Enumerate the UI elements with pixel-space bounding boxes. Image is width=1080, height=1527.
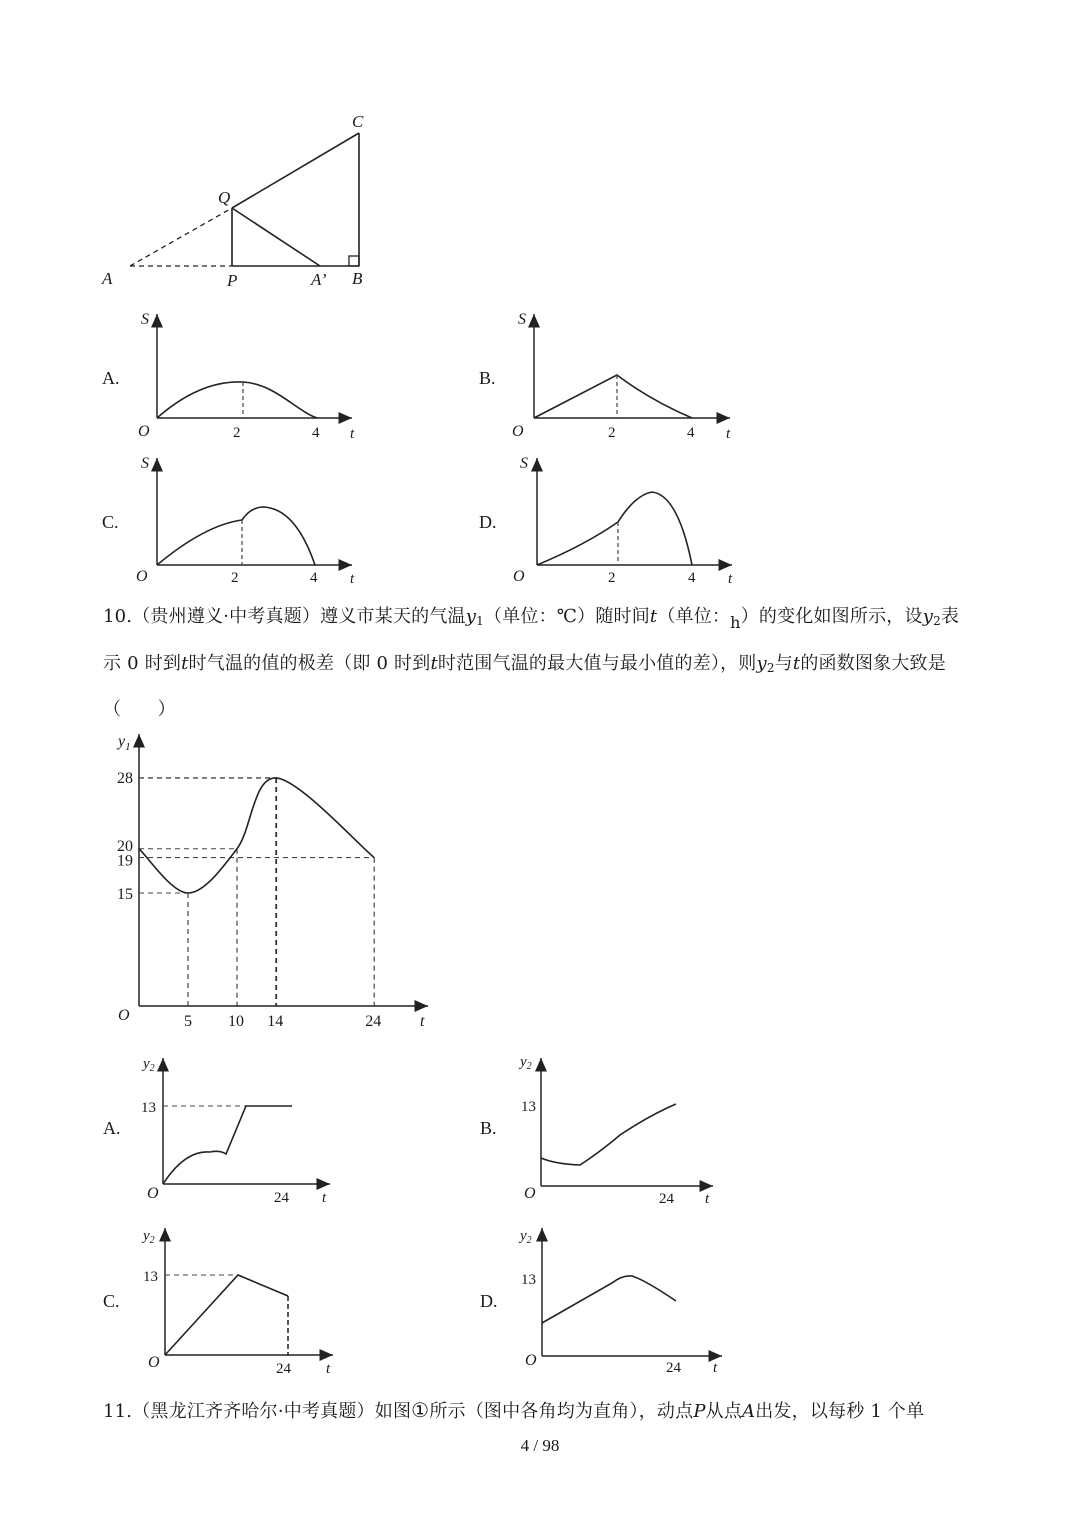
x-tick: 24 — [276, 1361, 291, 1377]
x-tick: 10 — [228, 1013, 244, 1030]
x-tick: 2 — [231, 570, 239, 586]
q9-option-d[interactable] — [479, 455, 733, 587]
y-axis-label: S — [141, 455, 149, 472]
x-axis-label: t — [420, 1013, 425, 1030]
origin-label: O — [512, 423, 524, 440]
q9-option-b[interactable] — [479, 311, 731, 442]
y-axis-label: S — [518, 311, 526, 328]
y-axis-label: $y_2$ — [143, 1228, 155, 1246]
origin-label: O — [138, 423, 150, 440]
x-axis-label: t — [728, 571, 733, 587]
x-axis-label: t — [322, 1190, 327, 1206]
x-axis-label: t — [350, 426, 355, 442]
option-letter: A. — [103, 1118, 121, 1138]
q10-line-2: 示 0 时到t时气温的值的极差（即 0 时到t时范围气温的最大值与最小值的差），则$y_2$与t的函数图象大致是 — [103, 653, 946, 675]
triangle-figure — [0, 0, 1080, 300]
origin-label: O — [524, 1185, 536, 1202]
series-line-y1 — [139, 778, 374, 893]
page-number: 4 / 98 — [520, 1436, 560, 1455]
label-p: P — [227, 271, 238, 290]
option-letter: B. — [480, 1118, 497, 1138]
x-axis-label: t — [726, 426, 731, 442]
origin-label: O — [525, 1352, 537, 1369]
q10-option-c[interactable] — [103, 1228, 333, 1377]
x-tick: 2 — [608, 425, 616, 441]
option-letter: A. — [102, 368, 120, 388]
option-letter: C. — [103, 1291, 120, 1311]
origin-label: O — [147, 1185, 159, 1202]
q10-option-a[interactable] — [103, 1056, 330, 1206]
y-tick: 13 — [143, 1269, 158, 1285]
q10-option-d[interactable] — [480, 1228, 722, 1376]
label-c: C — [352, 112, 364, 131]
x-axis-label: t — [326, 1361, 331, 1377]
answer-blank[interactable]: （ ） — [103, 699, 176, 720]
x-tick: 5 — [184, 1013, 192, 1030]
origin-label: O — [148, 1354, 160, 1371]
origin-label: O — [513, 568, 525, 585]
q10-line-1: 10.（贵州遵义·中考真题）遵义市某天的气温$y_1$（单位：℃）随时间t（单位：h）的变化如图所示，设$y_2$表 — [103, 606, 960, 632]
x-axis-label: t — [713, 1360, 718, 1376]
y-tick: 13 — [141, 1100, 156, 1116]
y-axis-label: $y_1$ — [118, 733, 131, 753]
x-tick: 4 — [687, 425, 695, 441]
q10-option-b[interactable] — [480, 1054, 713, 1207]
question-10 — [103, 596, 983, 730]
x-tick: 4 — [688, 570, 696, 586]
x-tick: 24 — [365, 1013, 382, 1030]
y-tick: 15 — [117, 886, 133, 903]
x-tick: 24 — [274, 1190, 289, 1206]
y-axis-label: S — [141, 311, 149, 328]
origin-label: O — [136, 568, 148, 585]
y-axis-label: S — [520, 455, 528, 472]
q10-options — [0, 1040, 1080, 1385]
q9-options — [0, 300, 1080, 595]
x-tick: 14 — [267, 1013, 284, 1030]
x-tick: 2 — [233, 425, 241, 441]
q9-option-a[interactable] — [102, 311, 355, 442]
x-tick: 2 — [608, 570, 616, 586]
y-tick: 20 — [117, 837, 133, 855]
x-axis-label: t — [350, 571, 355, 587]
origin-label: O — [118, 1007, 130, 1024]
x-tick: 4 — [312, 425, 320, 441]
y-tick: 28 — [117, 769, 133, 787]
y-tick: 13 — [521, 1099, 536, 1115]
label-a: A — [102, 269, 113, 288]
x-tick: 24 — [659, 1191, 674, 1207]
y-axis-label: $y_2$ — [520, 1228, 532, 1246]
x-axis-label: t — [705, 1191, 710, 1207]
y-tick: 13 — [521, 1272, 536, 1288]
x-tick: 24 — [666, 1360, 681, 1376]
q9-option-c[interactable] — [102, 455, 355, 587]
y-axis-label: $y_2$ — [143, 1056, 155, 1074]
option-letter: C. — [102, 512, 119, 532]
option-letter: D. — [479, 512, 497, 532]
label-b: B — [352, 269, 363, 288]
temperature-chart — [0, 720, 1080, 1040]
label-a-prime: A’ — [311, 270, 327, 289]
option-letter: D. — [480, 1291, 498, 1311]
label-q: Q — [218, 188, 231, 207]
option-letter: B. — [479, 368, 496, 388]
question-11: 11.（黑龙江齐齐哈尔·中考真题）如图①所示（图中各角均为直角），动点P从点A出发，以每秒 1 个单 — [103, 1398, 925, 1422]
x-tick: 4 — [310, 570, 318, 586]
y-axis-label: $y_2$ — [520, 1054, 532, 1072]
y-tick: 19 — [117, 852, 133, 870]
